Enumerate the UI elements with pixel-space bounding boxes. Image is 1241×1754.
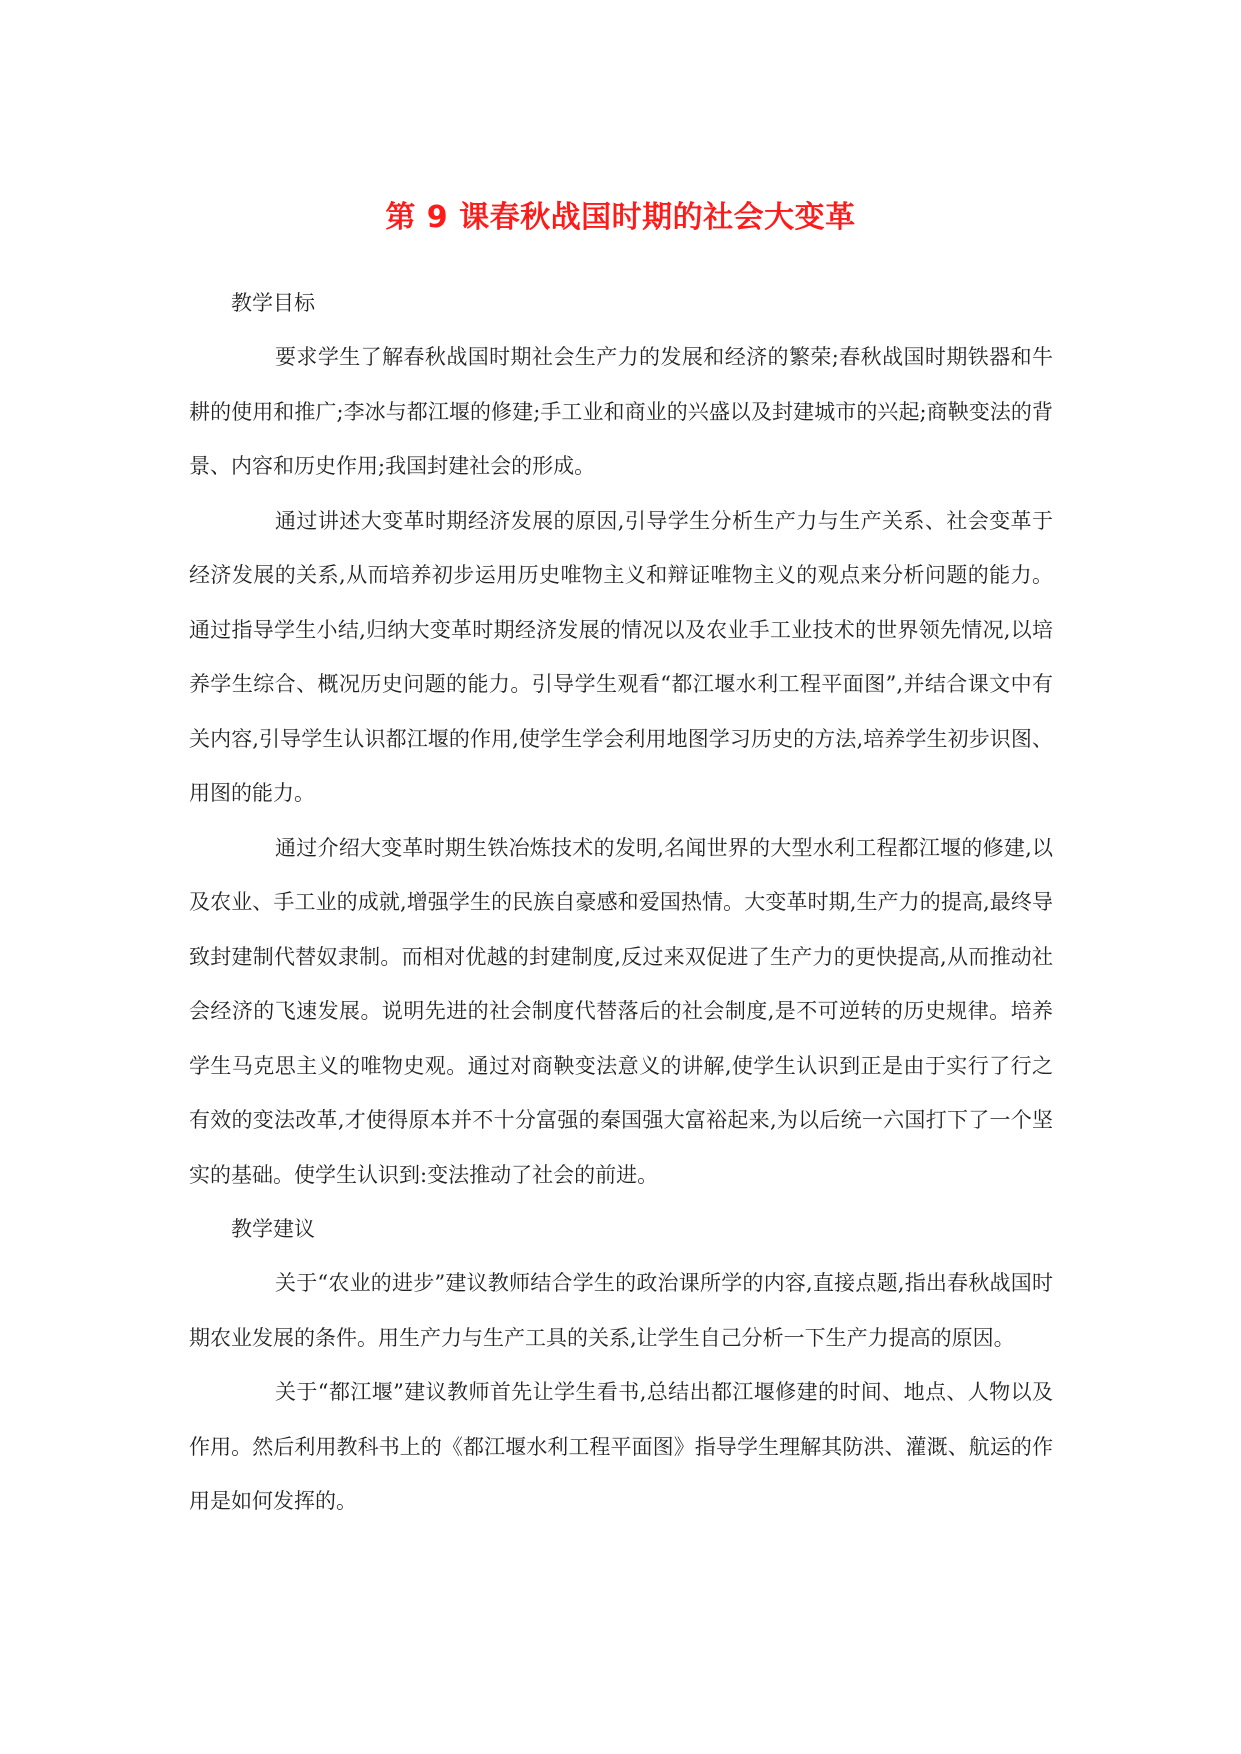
document-body [189, 276, 1053, 1529]
paragraph: 要求学生了解春秋战国时期社会生产力的发展和经济的繁荣;春秋战国时期铁器和牛耕的使用和推广;李冰与都江堰的修建;手工业和商业的兴盛以及封建城市的兴起;商鞅变法的背景、内容和历史作用;我国封建社会的形成。 [189, 345, 1053, 478]
section-teaching-goals [189, 276, 1053, 1202]
section-heading: 教学目标 [231, 291, 315, 315]
paragraph: 通过讲述大变革时期经济发展的原因,引导学生分析生产力与生产关系、社会变革于经济发展的关系,从而培养初步运用历史唯物主义和辩证唯物主义的观点来分析问题的能力。通过指导学生小结,归纳大变革时期经济发展的情况以及农业手工业技术的世界领先情况,以培养学生综合、概况历史问题的能力。引导学生观看“都江堰水利工程平面图”,并结合课文中有关内容,引导学生认识都江堰的作用,使学生学会利用地图学习历史的方法,培养学生初步识图、用图的能力。 [189, 508, 1053, 805]
section-heading: 教学建议 [231, 1217, 315, 1241]
document-title: 第 9 课春秋战国时期的社会大变革 [385, 200, 856, 235]
paragraph: 通过介绍大变革时期生铁冶炼技术的发明,名闻世界的大型水利工程都江堰的修建,以及农业、手工业的成就,增强学生的民族自豪感和爱国热情。大变革时期,生产力的提高,最终导致封建制代替奴隶制。而相对优越的封建制度,反过来双促进了生产力的更快提高,从而推动社会经济的飞速发展。说明先进的社会制度代替落后的社会制度,是不可逆转的历史规律。培养学生马克思主义的唯物史观。通过对商鞅变法意义的讲解,使学生认识到正是由于实行了行之有效的变法改革,才使得原本并不十分富强的秦国强大富裕起来,为以后统一六国打下了一个坚实的基础。使学生认识到:变法推动了社会的前进。 [189, 835, 1053, 1187]
section-teaching-suggestions [189, 1202, 1053, 1529]
paragraph: 关于“农业的进步”建议教师结合学生的政治课所学的内容,直接点题,指出春秋战国时期农业发展的条件。用生产力与生产工具的关系,让学生自己分析一下生产力提高的原因。 [189, 1271, 1053, 1350]
paragraph: 关于“都江堰”建议教师首先让学生看书,总结出都江堰修建的时间、地点、人物以及作用。然后利用教科书上的《都江堰水利工程平面图》指导学生理解其防洪、灌溉、航运的作用是如何发挥的。 [189, 1380, 1053, 1513]
